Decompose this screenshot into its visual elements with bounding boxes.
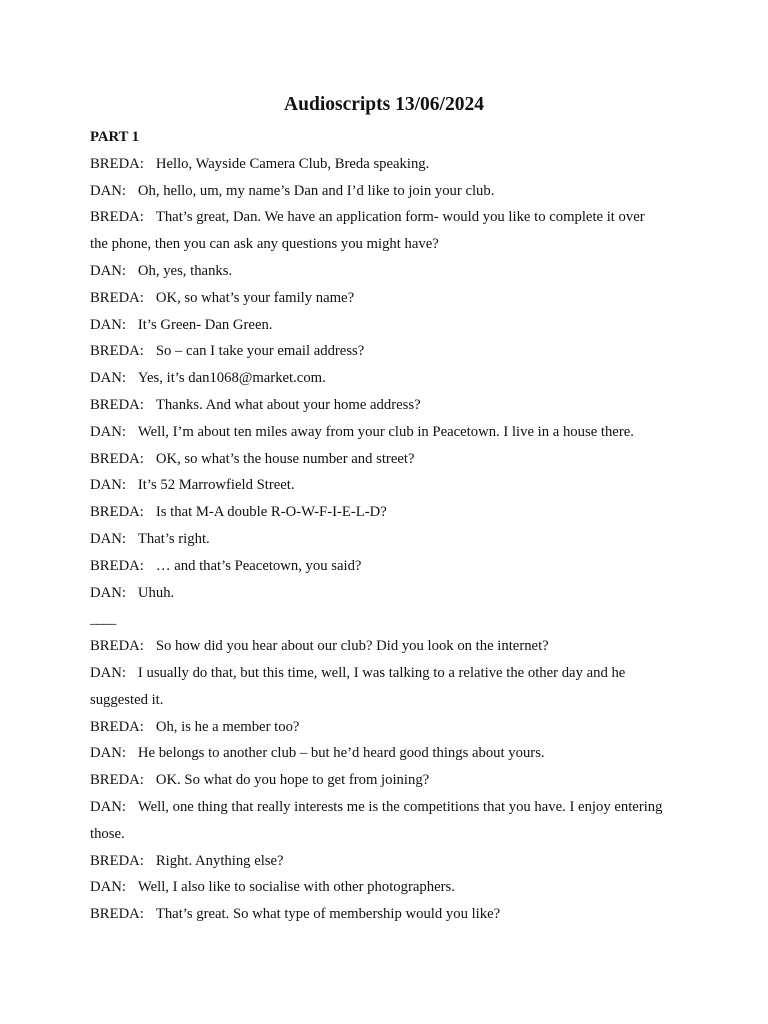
dialogue-line [90,204,690,231]
line-text: That’s great, Dan. We have an application form- would you like to complete it over [155,209,645,226]
dialogue-line [90,901,690,928]
dialogue-line [90,312,690,339]
speaker-label: BREDA: [90,906,144,923]
dialogue-line [90,660,690,687]
dialogue-line [90,874,690,901]
speaker-label: BREDA: [90,209,144,226]
dialogue-line [90,499,690,526]
speaker-label: BREDA: [90,343,144,360]
speaker-label: BREDA: [90,396,144,413]
transcript [90,124,690,928]
dialogue-line [90,526,690,553]
speaker-label: BREDA: [90,718,144,735]
dialogue-line [90,392,690,419]
dialogue-line [90,794,690,821]
line-text: OK, so what’s the house number and street? [155,450,415,467]
line-text: those. [90,825,125,842]
speaker-label: DAN: [90,584,126,601]
line-text: Well, I’m about ten miles away from your club in Peacetown. I live in a house there. [137,423,634,440]
line-text: the phone, then you can ask any questions you might have? [90,236,439,253]
speaker-label: DAN: [90,664,126,681]
line-text: OK. So what do you hope to get from joining? [155,772,430,789]
speaker-label: BREDA: [90,638,144,655]
speaker-label: DAN: [90,798,126,815]
line-text: It’s Green- Dan Green. [137,316,273,333]
line-text: Is that M-A double R-O-W-F-I-E-L-D? [155,504,387,521]
dialogue-line [90,848,690,875]
speaker-label: BREDA: [90,450,144,467]
dialogue-line [90,580,690,607]
speaker-label: DAN: [90,423,126,440]
speaker-label: BREDA: [90,852,144,869]
line-text: … and that’s Peacetown, you said? [155,557,362,574]
dialogue-line [90,472,690,499]
line-text: Thanks. And what about your home address? [155,396,421,413]
speaker-label: BREDA: [90,289,144,306]
speaker-label: DAN: [90,879,126,896]
dialogue-line [90,365,690,392]
part-heading: PART 1 [90,129,140,145]
line-text: Oh, yes, thanks. [137,262,233,279]
line-text: Yes, it’s dan1068@market.com. [137,370,326,387]
line-text: It’s 52 Marrowfield Street. [137,477,295,494]
line-text: Uhuh. [137,584,175,601]
dialogue-line [90,338,690,365]
line-text: So – can I take your email address? [155,343,365,360]
line-text: I usually do that, but this time, well, I was talking to a relative the other day and he [137,664,626,681]
line-text: Oh, is he a member too? [155,718,300,735]
speaker-label: DAN: [90,182,126,199]
dialogue-line [90,767,690,794]
line-text: Right. Anything else? [155,852,284,869]
document-title: Audioscripts 13/06/2024 [284,94,484,115]
dialogue-line [90,178,690,205]
dialogue-continuation [90,231,690,258]
line-text: Oh, hello, um, my name’s Dan and I’d like to join your club. [137,182,495,199]
speaker-label: DAN: [90,745,126,762]
dialogue-line [90,740,690,767]
dialogue-lines [90,151,690,928]
speaker-label: DAN: [90,262,126,279]
dialogue-line [90,633,690,660]
dialogue-line [90,446,690,473]
dialogue-continuation [90,606,690,633]
speaker-label: DAN: [90,477,126,494]
speaker-label: BREDA: [90,504,144,521]
line-text: Well, one thing that really interests me is the competitions that you have. I enjoy entering [137,798,663,815]
dialogue-line [90,151,690,178]
dialogue-line [90,553,690,580]
dialogue-continuation [90,821,690,848]
line-text: OK, so what’s your family name? [155,289,355,306]
line-text: Well, I also like to socialise with other photographers. [137,879,455,896]
line-text: So how did you hear about our club? Did you look on the internet? [155,638,549,655]
speaker-label: BREDA: [90,772,144,789]
speaker-label: DAN: [90,370,126,387]
line-text: That’s right. [137,530,210,547]
speaker-label: DAN: [90,316,126,333]
dialogue-line [90,714,690,741]
line-text: suggested it. [90,691,164,708]
speaker-label: BREDA: [90,155,144,172]
speaker-label: DAN: [90,530,126,547]
dialogue-continuation [90,687,690,714]
dialogue-line [90,258,690,285]
dialogue-line [90,419,690,446]
line-text: He belongs to another club – but he’d heard good things about yours. [137,745,545,762]
section-separator: ____ [90,611,116,628]
line-text: Hello, Wayside Camera Club, Breda speaking. [155,155,430,172]
dialogue-line [90,285,690,312]
line-text: That’s great. So what type of membership would you like? [155,906,501,923]
speaker-label: BREDA: [90,557,144,574]
